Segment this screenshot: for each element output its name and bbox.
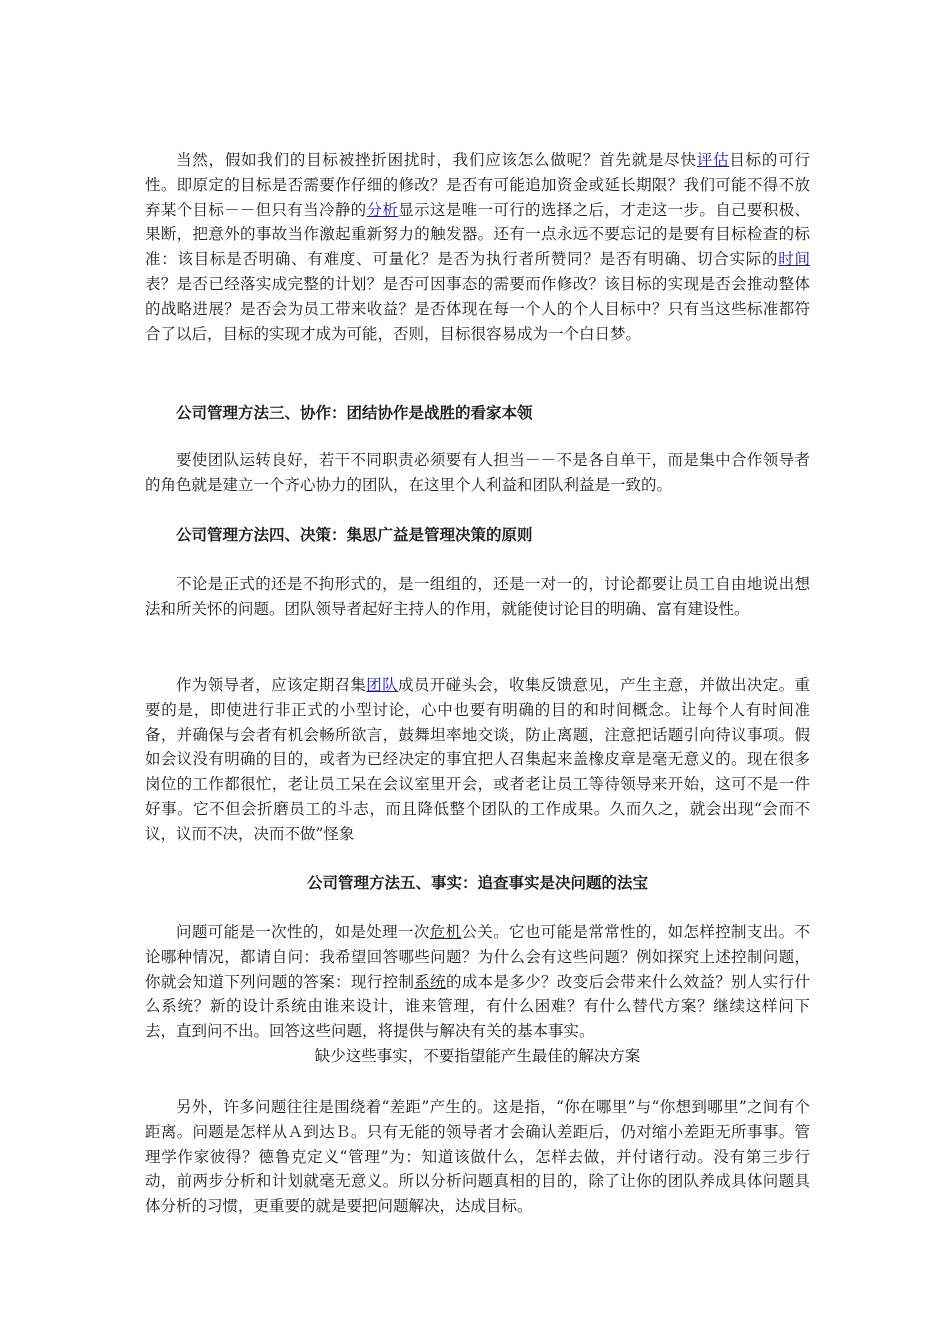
text-segment: 显示这是唯一可行的选择之后，才走这一步。自己要积极、果断，把意外的事故当作激起重新努力的触发器。还有一点永远不要忘记的是要有目标检查的标准：该目标是否明确、有难度、可量化？是否为执行者所赞同？是否有明确、切合实际的 — [145, 200, 810, 269]
paragraph-meetings — [145, 673, 810, 847]
text-segment: 表？是否已经落实成完整的计划？是否可因事态的需要而作修改？该目标的实现是否会推动整体的战略进展？是否会为员工带来收益？是否体现在每一个人的个人目标中？只有当这些标准都符合了以后，目标的实现才成为可能，否则，目标很容易成为一个白日梦。 — [145, 274, 810, 343]
paragraph-goal-review — [145, 148, 810, 346]
underlined-term-crisis: 危机 — [429, 923, 462, 941]
heading-method-three: 公司管理方法三、协作：团结协作是战胜的看家本领 — [176, 403, 533, 422]
heading-method-five: 公司管理方法五、事实：追查事实是决问题的法宝 — [306, 873, 648, 892]
text-segment: 公关。它也可能是常常性的，如怎样控制支出。不论哪种情况，都请自问：我希望回答哪些问题？为什么会有这些问题？例如探究上述控制问题，你就会知道下列问题的答案：现行控制 — [145, 923, 810, 991]
text-segment: 的成本是多少？改变后会带来什么效益？别人实行什么系统？新的设计系统由谁来设计，谁来管理，有什么困难？有什么替代方案？继续这样问下去，直到问不出。回答这些问题，将提供与解决有关的基本事实。 — [145, 972, 810, 1041]
text-segment: 问题可能是一次性的，如是处理一次 — [176, 923, 430, 941]
paragraph-facts — [145, 920, 810, 1069]
heading-method-four: 公司管理方法四、决策：集思广益是管理决策的原则 — [176, 525, 533, 544]
paragraph-gap: 另外，许多问题往往是围绕着“差距”产生的。这是指，“你在哪里”与“你想到哪里”之间有个距离。问题是怎样从Ａ到达Ｂ。只有无能的领导者才会确认差距后，仍对缩小差距无所事事。管理学作家彼得？德鲁克定义“管理”为：知道该做什么，怎样去做，并付诸行动。没有第三步行动，前两步分析和计划就毫无意义。所以分析问题真相的目的，除了让你的团队养成具体问题具体分析的习惯，更重要的就是要把问题解决，达成目标。 — [145, 1098, 810, 1216]
text-segment: 目标的可行性。即原定的目标是否需要作仔细的修改？是否有可能追加资金或延长期限？我们可能不得不放弃某个目标－－但只有当冷静的 — [145, 151, 810, 219]
link-evaluate[interactable]: 评估 — [696, 151, 730, 169]
text-segment: 成员开碰头会，收集反馈意见，产生主意，并做出决定。重要的是，即使进行非正式的小型讨论，心中也要有明确的目的和时间概念。让每个人有时间准备，并确保与会者有机会畅所欲言，鼓舞坦率地交谈，防止离题，注意把话题引向待议事项。假如会议没有明确的目的，或者为已经决定的事宜把人召集起来盖橡皮章是毫无意义的。现在很多岗位的工作都很忙，老让员工呆在会议室里开会，或者老让员工等待领导来开始，这可不是一件好事。它不但会折磨员工的斗志，而且降低整个团队的工作成果。久而久之，就会出现“会而不议，议而不决，决而不做”怪象 — [145, 676, 810, 843]
text-segment: 作为领导者，应该定期召集 — [176, 676, 367, 694]
centered-closing-line: 缺少这些事实，不要指望能产生最佳的解决方案 — [314, 1046, 641, 1065]
link-time[interactable]: 时间 — [778, 250, 810, 269]
paragraph-discussion: 不论是正式的还是不拘形式的，是一组组的，还是一对一的，讨论都要让员工自由地说出想法和所关怀的问题。团队领导者起好主持人的作用，就能使讨论目的明确、富有建设性。 — [145, 575, 810, 618]
paragraph-teamwork: 要使团队运转良好，若干不同职责必须要有人担当－－不是各自单干，而是集中合作领导者的角色就是建立一个齐心协力的团队，在这里个人利益和团队利益是一致的。 — [145, 451, 810, 494]
link-team[interactable]: 团队 — [366, 676, 399, 694]
text-segment: 当然，假如我们的目标被挫折困扰时，我们应该怎么做呢？首先就是尽快 — [176, 151, 697, 169]
underlined-term-system: 系统 — [414, 972, 446, 991]
link-analysis[interactable]: 分析 — [366, 200, 399, 219]
